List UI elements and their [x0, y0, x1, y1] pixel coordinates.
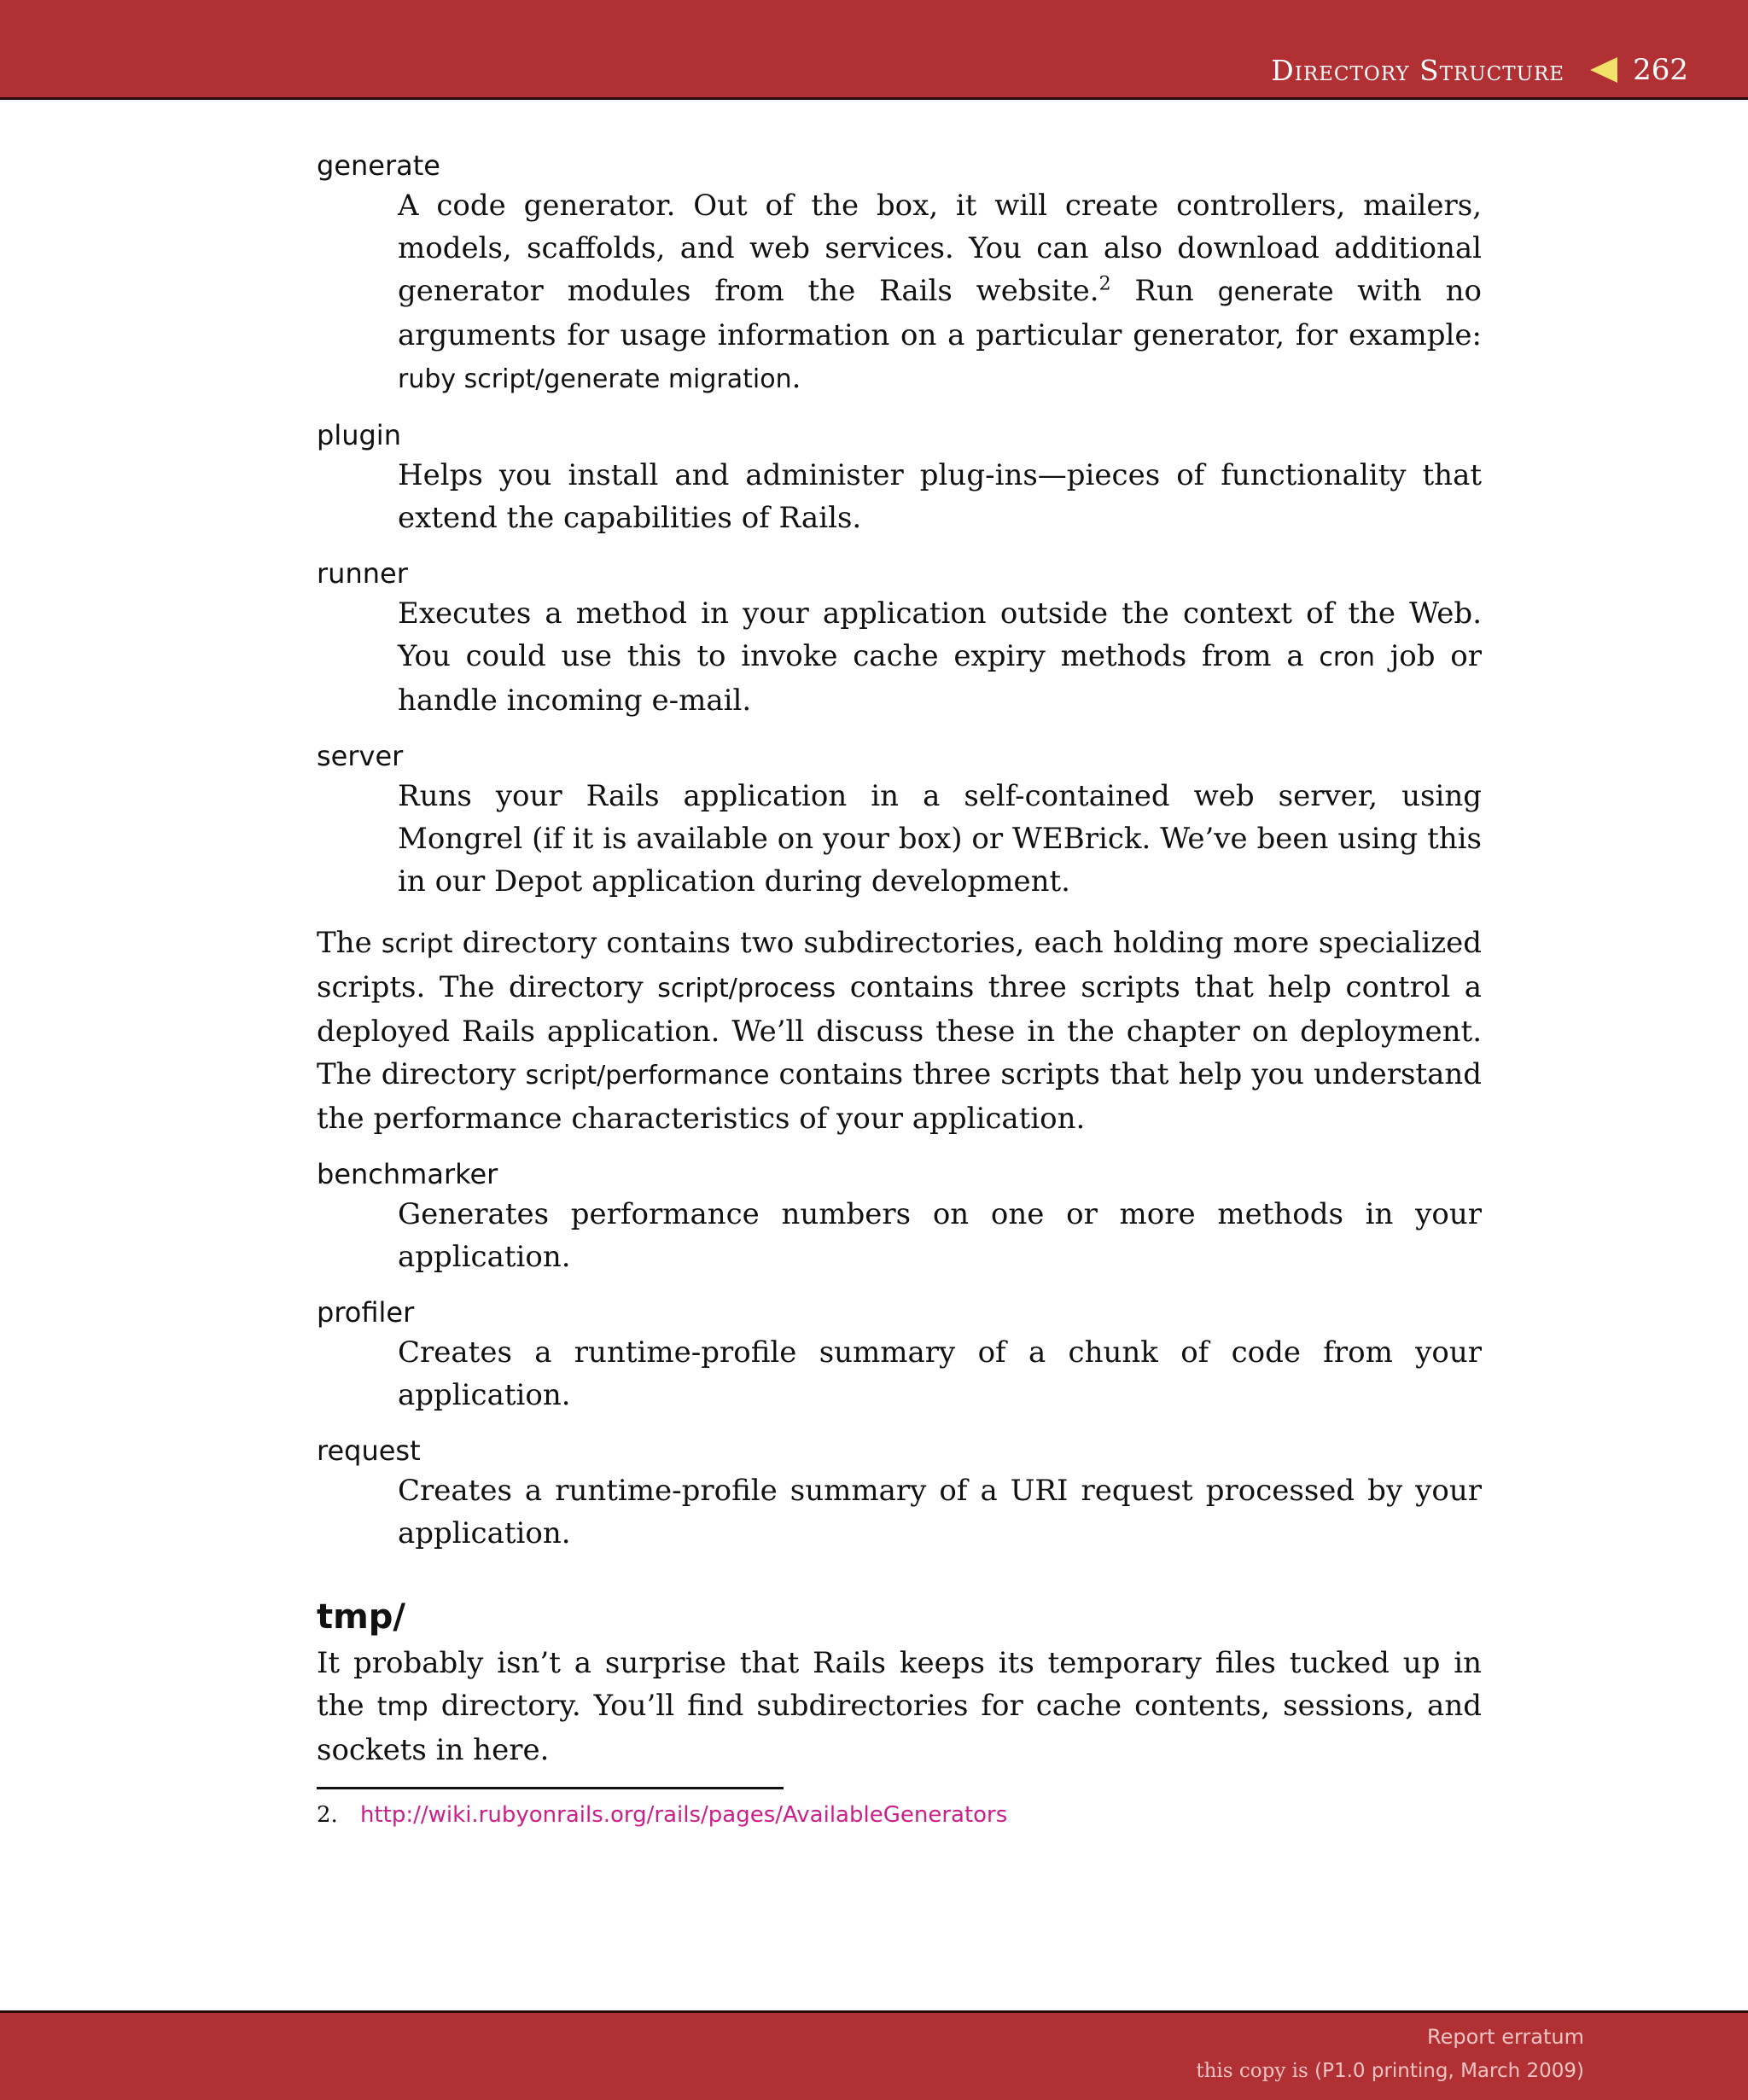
- header-bar: [0, 0, 1748, 100]
- definition-benchmarker: Generates performance numbers on one or more methods in your application.: [398, 1197, 1482, 1274]
- running-head: [1271, 53, 1688, 87]
- term-generate: generate: [317, 149, 440, 182]
- text-run: with no arguments for usage information on a particular generator, for example:: [398, 274, 1482, 352]
- script-directory-paragraph: [317, 922, 1482, 1140]
- page-body: [317, 147, 1482, 1832]
- copy-info: [1196, 2060, 1584, 2082]
- text-run: job or handle incoming e-mail.: [398, 639, 1482, 718]
- definition-request: Creates a runtime-profile summary of a URI request processed by your application.: [398, 1474, 1482, 1550]
- code-tmp: tmp: [376, 1692, 428, 1722]
- definition-server: Runs your Rails application in a self-contained web server, using Mongrel (if it is available on your box) or WEBrick. We’ve been using this in our Depot application during development.: [398, 779, 1482, 899]
- text-run: A code generator. Out of the box, it will create controllers, mailers, models, scaffolds, and web services. You can also download additional generator modules from the Rails website.: [398, 189, 1482, 308]
- text-run: directory contains two subdirectories, each holding more specialized scripts. The directory: [317, 926, 1482, 1004]
- footnote-divider: [317, 1787, 784, 1789]
- footnote-link[interactable]: http://wiki.rubyonrails.org/rails/pages/AvailableGenerators: [360, 1802, 1008, 1828]
- term-request: request: [317, 1434, 421, 1467]
- code-script-process: script/process: [657, 974, 836, 1003]
- definition-profiler: Creates a runtime-profile summary of a chunk of code from your application.: [398, 1335, 1482, 1412]
- code-generate: generate: [1217, 277, 1334, 307]
- term-benchmarker: benchmarker: [317, 1158, 498, 1190]
- footnote: [317, 1798, 1482, 1832]
- text-run: contains three scripts that help control a deployed Rails application. We’ll discuss these in the chapter on deployment. The directory: [317, 970, 1482, 1091]
- section-heading-tmp: tmp/: [317, 1597, 406, 1637]
- term-plugin: plugin: [317, 419, 401, 451]
- footer-bar: [0, 2010, 1748, 2100]
- text-run: The: [317, 926, 382, 960]
- copy-prefix: this copy is: [1196, 2060, 1315, 2082]
- report-erratum-link[interactable]: Report erratum: [1427, 2025, 1584, 2049]
- previous-page-arrow-icon[interactable]: [1590, 57, 1617, 83]
- footnote-ref[interactable]: 2: [1098, 273, 1111, 295]
- page-number: 262: [1633, 53, 1688, 87]
- code-cron: cron: [1319, 643, 1375, 672]
- term-runner: runner: [317, 557, 408, 590]
- text-run: Run: [1110, 274, 1218, 308]
- term-profiler: profiler: [317, 1296, 415, 1329]
- code-script-performance: script/performance: [525, 1061, 770, 1091]
- text-run: contains three scripts that help you understand the performance characteristics of your application.: [317, 1057, 1483, 1136]
- term-server: server: [317, 740, 404, 772]
- code-script: script: [381, 929, 453, 959]
- definition-generate: [398, 184, 1482, 401]
- printing-info: (P1.0 printing, March 2009): [1314, 2060, 1584, 2082]
- code-ruby-script: ruby script/generate migration: [398, 364, 792, 394]
- text-run: directory. You’ll find subdirectories for cache contents, sessions, and sockets in here.: [317, 1689, 1482, 1767]
- definition-runner: [398, 592, 1482, 722]
- definition-plugin: Helps you install and administer plug-ins—pieces of functionality that extend the capabilities of Rails.: [398, 458, 1482, 535]
- section-title: Directory Structure: [1271, 53, 1565, 87]
- tmp-paragraph: [317, 1642, 1482, 1771]
- text-run: Executes a method in your application outside the context of the Web. You could use this to invoke cache expiry methods from a: [398, 596, 1482, 673]
- text-run: It probably isn’t a surprise that Rails keeps its temporary files tucked up in the: [317, 1646, 1482, 1723]
- text-run: .: [791, 361, 801, 395]
- footnote-number: 2.: [317, 1802, 338, 1828]
